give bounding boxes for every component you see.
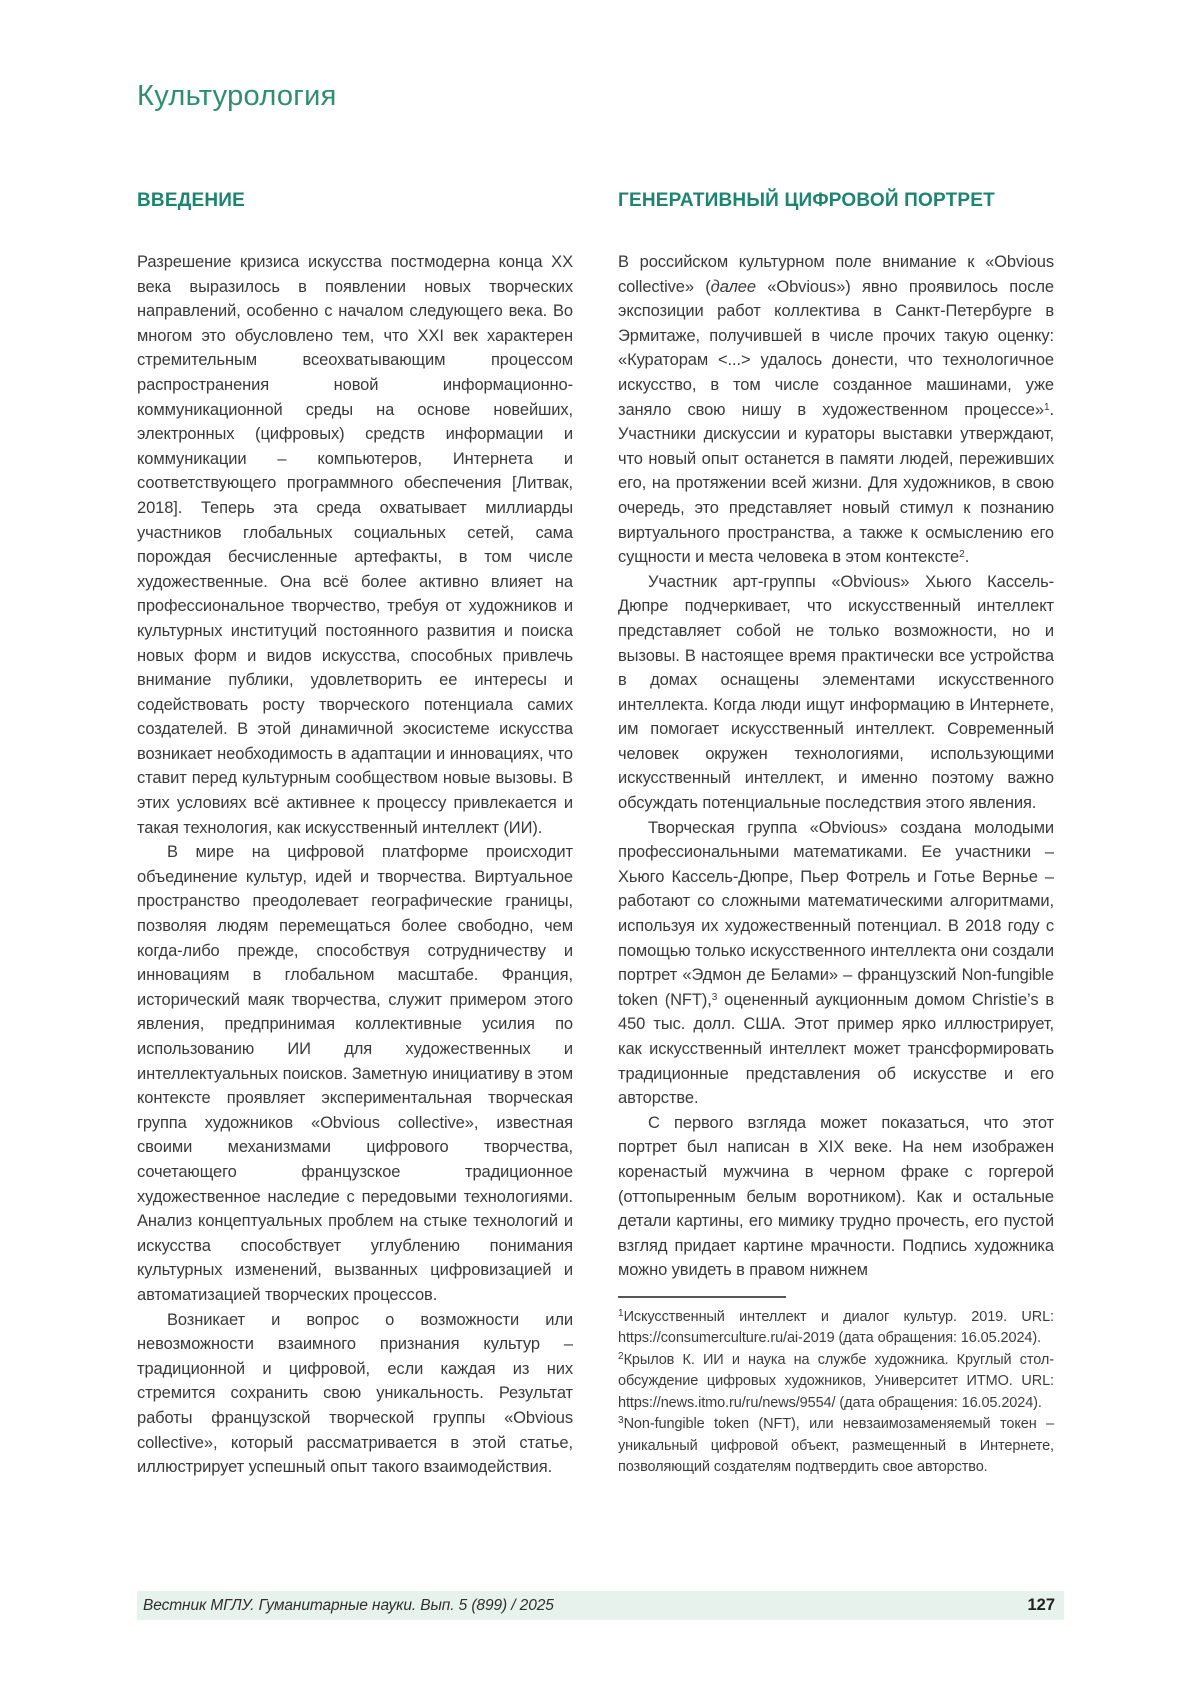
paragraph: Разрешение кризиса искусства постмодерна конца ХХ века выразилось в появлении новых творческих направлений, особенно с началом следующего века. Во многом это обусловлено тем, что XXI век характерен стремительным всеохватывающим процессом распространения новой информационно-коммуникационной среды на основе новейших, электронных (цифровых) средств информации и коммуникации – компьютеров, Интернета и соответствующего программного обеспечения [Литвак, 2018]. Теперь эта среда охватывает миллиарды участников глобальных социальных сетей, сама порождая бесчисленные артефакты, в том числе художественные. Она всё более активно влияет на профессиональное творчество, требуя от художников и культурных институций постоянного развития и поиска новых форм и видов искусства, способных привлечь внимание публики, удовлетворить ее интересы и содействовать росту творческого потенциала самих создателей. В этой динамичной экосистеме искусства возникает необходимость в адаптации и инновациях, что ставит перед культурным сообществом новые вызовы. В этих условиях всё активнее к процессу привлекается и такая технология, как искусственный интеллект (ИИ). <box>137 253 573 837</box>
paragraph: Творческая группа «Obvious» создана молодыми профессиональными математиками. Ее участники – Хьюго Кассель-Дюпре, Пьер Фотрель и Готье Вернье – работают со сложными математическими алгоритмами, используя их художественный потенциал. В 2018 году с помощью только искусственного интеллекта они создали портрет «Эдмон де Белами» – французский Non-fungible token (NFT),$^3$ оцененный аукционным домом Christie’s в 450 тыс. долл. США. Этот пример ярко иллюстрирует, как искусственный интеллект может трансформировать традиционные представления об искусстве и его авторстве. <box>618 818 1054 1108</box>
footnote-separator <box>618 1296 786 1298</box>
section-heading-introduction: ВВЕДЕНИЕ <box>137 190 245 211</box>
footnote: $^3$Non-fungible token (NFT), или невзаимозаменяемый токен – уникальный цифровой объект, размещенный в Интернете, позволяющий создателям подтвердить свое авторство. <box>618 1415 1054 1476</box>
left-column <box>137 190 573 1480</box>
article-body <box>137 190 1054 1480</box>
right-column <box>618 190 1054 1480</box>
footnote: $^2$Крылов К. ИИ и наука на службе художника. Круглый стол-обсуждение цифровых художников, Университет ИТМО. URL: https://news.itmo.ru/ru/news/9554/ (дата обращения: 16.05.2024). <box>618 1350 1054 1411</box>
paragraph: Участник арт-группы «Obvious» Хьюго Кассель-Дюпре подчеркивает, что искусственный интеллект представляет собой не только возможности, но и вызовы. В настоящее время практически все устройства в домах оснащены элементами искусственного интеллекта. Когда люди ищут информацию в Интернете, им помогает искусственный интеллект. Современный человек окружен технологиями, использующими искусственный интеллект, и именно поэтому важно обсуждать потенциальные последствия этого явления. <box>618 572 1054 813</box>
section-heading-generative-portrait: ГЕНЕРАТИВНЫЙ ЦИФРОВОЙ ПОРТРЕТ <box>618 190 995 211</box>
paragraph: В российском культурном поле внимание к «Obvious collective» (далее «Obvious») явно проявилось после экспозиции работ коллектива в Санкт-Петербурге в Эрмитаже, получившей в числе прочих такую оценку: «Кураторам <...> удалось донести, что технологичное искусство, в том числе созданное машинами, уже заняло свою нишу в художественном процессе»$^1$. Участники дискуссии и кураторы выставки утверждают, что новый опыт останется в памяти людей, переживших его, на протяжении всей жизни. Для художников, в свою очередь, это представляет новый стимул к познанию виртуального пространства, а также к осмыслению его сущности и места человека в этом контексте$^2$. <box>618 253 1054 567</box>
left-column-text <box>137 250 573 1480</box>
paragraph: С первого взгляда может показаться, что этот портрет был написан в XIX веке. На нем изображен коренастый мужчина в черном фраке с горгерой (оттопыренным белым воротником). Как и остальные детали картины, его мимику трудно прочесть, его пустой взгляд придает картине мрачности. Подпись художника можно увидеть в правом нижнем <box>618 1113 1054 1280</box>
paragraph: В мире на цифровой платформе происходит объединение культур, идей и творчества. Виртуальное пространство преодолевает географические границы, позволяя людям перемещаться более свободно, чем когда-либо прежде, способствуя сотрудничеству и инновациям в глобальном масштабе. Франция, исторический маяк творчества, служит примером этого явления, предпринимая коллективные усилия по использованию ИИ для художественных и интеллектуальных поисков. Заметную инициативу в этом контексте проявляет экспериментальная творческая группа художников «Obvious collective», известная своими механизмами цифрового творчества, сочетающего французское традиционное художественное наследие с передовыми технологиями. Анализ концептуальных проблем на стыке технологий и искусства способствует углублению понимания культурных изменений, вызванных цифровизацией и автоматизацией творческих процессов. <box>137 843 573 1304</box>
footer-page-number: 127 <box>1027 1596 1055 1614</box>
right-column-text <box>618 250 1054 1283</box>
footnote: $^1$Искусственный интеллект и диалог культур. 2019. URL: https://consumerculture.ru/ai-2019 (дата обращения: 16.05.2024). <box>618 1307 1054 1347</box>
footnotes-block <box>618 1307 1054 1479</box>
paragraph: Возникает и вопрос о возможности или невозможности взаимного признания культур – традиционной и цифровой, если каждая из них стремится сохранить свою уникальность. Результат работы французской творческой группы «Obvious collective», который рассматривается в этой статье, иллюстрирует успешный опыт такого взаимодействия. <box>137 1310 573 1477</box>
footer-bar <box>137 1591 1064 1620</box>
rubric-title: Культурология <box>137 80 337 112</box>
footer-journal-line: Вестник МГЛУ. Гуманитарные науки. Вып. 5 (899) / 2025 <box>143 1596 554 1614</box>
